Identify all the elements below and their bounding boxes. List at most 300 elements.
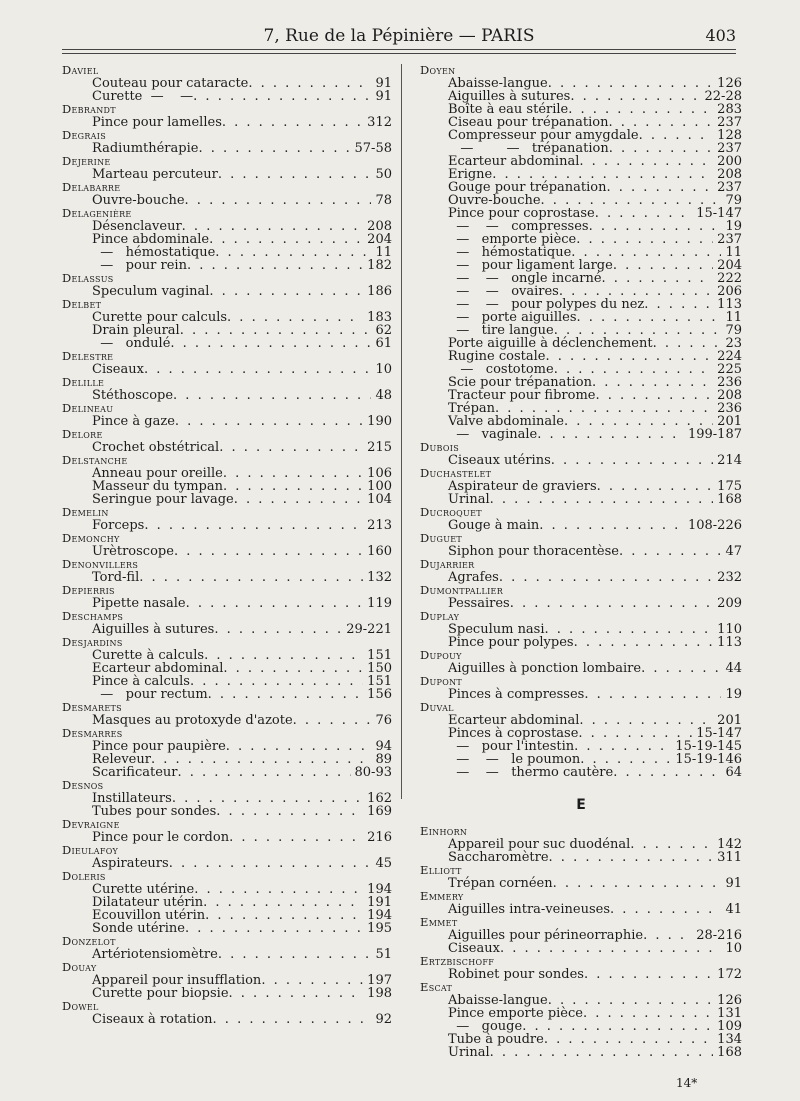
entry-page-number: 183 [367,310,392,325]
entry-label: Ecarteur abdominal [448,713,580,728]
maker-name: Desmarets [62,700,122,714]
entry-label: Siphon pour thoracentèse [448,544,619,559]
dot-leader [213,1013,372,1026]
entry-page-number: 89 [375,752,392,767]
index-group [420,890,742,916]
entry-label: Compresseur pour amygdale [448,128,639,143]
dot-leader [223,480,363,493]
dot-leader [499,571,713,584]
entry-label: Scie pour trépanation [448,375,592,390]
entry-page-number: 22-28 [704,89,742,104]
entry-label: Robinet pour sondes [448,967,584,982]
entry-label: Couteau pour cataracte [92,76,249,91]
entry-label: Pipette nasale [92,596,186,611]
entry-label: Ouvre-bouche [448,193,541,208]
dot-leader [641,662,721,675]
entry-page-number: 128 [717,128,742,143]
entry-page-number: 108-226 [687,518,742,533]
index-group [62,298,392,350]
index-entry [420,851,742,864]
entry-label: Ecouvillon utérin [92,908,206,923]
entry-page-number: 64 [725,765,742,780]
dot-leader [544,1033,713,1046]
entry-label: — emporte pièce [448,232,577,247]
entry-label: Désenclaveur [92,219,182,234]
index-group [62,207,392,272]
entry-page-number: 208 [367,219,392,234]
maker-name: Delagenière [62,206,132,220]
section-letter-e: E [576,797,586,813]
entry-page-number: 15-147 [696,726,742,741]
entry-page-number: 91 [375,76,392,91]
maker-name: Delassus [62,271,114,285]
entry-page-number: 216 [367,830,392,845]
entry-page-number: 41 [725,902,742,917]
index-group [62,402,392,428]
entry-label: Trépan cornéen [448,876,553,891]
entry-label: Gouge pour trépanation [448,180,607,195]
index-group [420,610,742,649]
entry-label: — pour rein [92,258,187,273]
entry-label: Seringue pour lavage [92,492,234,507]
entry-page-number: 204 [717,258,742,273]
maker-name: Delille [62,375,105,389]
entry-label: — — thermo cautère [448,765,614,780]
dot-leader [209,233,363,246]
entry-label: — — compresses [448,219,589,234]
dot-leader [229,987,364,1000]
entry-page-number: 62 [375,323,392,338]
dot-leader [208,688,364,701]
entry-label: Curette à calculs [92,648,205,663]
entry-page-number: 57-58 [354,141,392,156]
dot-leader [574,636,714,649]
dot-leader [229,831,363,844]
index-group [62,64,392,103]
maker-name: Deschamps [62,609,124,623]
dot-leader [222,116,363,129]
index-group [420,864,742,890]
dot-leader [639,129,714,142]
entry-label: Tord-fil [92,570,140,585]
maker-name: Dejerine [62,154,111,168]
entry-label: Masques au protoxyde d'azote [92,713,293,728]
entry-label: Crochet obstétrical [92,440,220,455]
entry-page-number: 182 [367,258,392,273]
index-group [62,584,392,610]
entry-page-number: 190 [367,414,392,429]
entry-label: Pince pour lamelles [92,115,222,130]
entry-label: Ciseaux [92,362,144,377]
index-entry [420,662,742,675]
index-group [420,532,742,558]
dot-leader [261,974,363,987]
entry-page-number: 132 [367,570,392,585]
dot-leader [139,571,363,584]
dot-leader [583,1007,713,1020]
entry-page-number: 19 [725,687,742,702]
index-entry [62,415,392,428]
entry-label: Valve abdominale [448,414,564,429]
dot-leader [551,454,713,467]
entry-page-number: 126 [717,993,742,1008]
dot-leader [175,415,363,428]
entry-label: Dilatateur utérin [92,895,204,910]
entry-label: — gouge [448,1019,523,1034]
entry-page-number: 201 [717,414,742,429]
maker-name: Delestre [62,349,114,363]
index-group [62,610,392,636]
dot-leader [227,311,363,324]
entry-label: Stéthoscope [92,388,174,403]
header-rule [62,49,736,54]
index-group [420,916,742,955]
entry-label: Ecarteur abdominal [448,154,580,169]
index-group [62,155,392,181]
entry-label: — — ovaires [448,284,559,299]
entry-page-number: 76 [375,713,392,728]
dot-leader [223,467,363,480]
index-entry [420,903,742,916]
section-d-continued [420,64,742,779]
index-group [420,701,742,779]
entry-label: Releveur [92,752,151,767]
maker-name: Duguet [420,531,463,545]
entry-page-number: 106 [367,466,392,481]
entry-page-number: 61 [375,336,392,351]
maker-name: Donzelot [62,934,116,948]
entry-label: — — pour polypes du nez [448,297,645,312]
index-group [420,825,742,864]
entry-label: Aiguilles à ponction lombaire [448,661,642,676]
dot-leader [644,298,713,311]
entry-page-number: 94 [375,739,392,754]
dot-leader [169,857,372,870]
dot-leader [584,688,721,701]
index-group [420,64,742,441]
dot-leader [214,623,342,636]
dot-leader [595,389,713,402]
column-divider [401,64,402,799]
maker-name: Daviel [62,63,99,77]
dot-leader [630,838,713,851]
index-group [62,779,392,818]
entry-label: Ciseaux utérins [448,453,551,468]
dot-leader [613,259,713,272]
dot-leader [510,597,713,610]
entry-label: — pour rectum [92,687,208,702]
index-entry [420,636,742,649]
entry-page-number: 134 [717,1032,742,1047]
index-group [62,870,392,935]
entry-label: Pince pour paupière [92,739,226,754]
entry-label: Anneau pour oreille [92,466,223,481]
dot-leader [248,77,371,90]
entry-page-number: 237 [717,232,742,247]
index-group [420,955,742,981]
entry-label: Ciseaux à rotation [92,1012,213,1027]
index-entry [62,987,392,1000]
entry-page-number: 195 [367,921,392,936]
dot-leader [203,896,363,909]
entry-label: Masseur du tympan [92,479,223,494]
maker-name: Desjardins [62,635,123,649]
entry-label: — pour ligament large [448,258,613,273]
entry-page-number: 213 [367,518,392,533]
dot-leader [293,714,372,727]
entry-label: Abaisse-langue [448,993,548,1008]
entry-page-number: 15-19-145 [675,739,742,754]
index-group [62,181,392,207]
entry-label: Pinces à coprostase [448,726,579,741]
dot-leader [180,324,372,337]
index-group [62,935,392,961]
dot-leader [218,168,372,181]
index-entry [420,428,742,441]
entry-label: Pessaires [448,596,510,611]
left-column [62,64,392,1026]
entry-page-number: 47 [725,544,742,559]
entry-page-number: 15-19-146 [675,752,742,767]
maker-name: Denonvillers [62,557,139,571]
entry-label: Curette pour calculs [92,310,228,325]
entry-label: Abaisse-langue [448,76,548,91]
entry-page-number: 198 [367,986,392,1001]
entry-label: Boîte à eau stérile [448,102,569,117]
entry-page-number: 119 [367,596,392,611]
index-entry [62,493,392,506]
dot-leader [592,376,713,389]
entry-page-number: 175 [717,479,742,494]
index-group [420,675,742,701]
index-entry [420,968,742,981]
maker-name: Ducroquet [420,505,482,519]
entry-page-number: 237 [717,180,742,195]
entry-page-number: 236 [717,375,742,390]
entry-label: Pince pour coprostase [448,206,595,221]
maker-name: Dupouy [420,648,462,662]
dot-leader [204,649,363,662]
entry-page-number: 142 [717,837,742,852]
entry-page-number: 224 [717,349,742,364]
index-group [62,727,392,779]
maker-name: Ertzbischoff [420,954,495,968]
entry-page-number: 194 [367,882,392,897]
entry-label: Pince à gaze [92,414,175,429]
entry-label: — costotome [448,362,554,377]
dot-leader [209,285,363,298]
maker-name: Einhorn [420,824,468,838]
entry-page-number: 215 [367,440,392,455]
entry-label: Tracteur pour fibrome [448,388,596,403]
dot-leader [190,675,363,688]
entry-label: Artériotensiomètre [92,947,218,962]
entry-page-number: 92 [375,1012,392,1027]
right-column [420,64,742,1059]
dot-leader [584,968,713,981]
entry-label: Pince pour le cordon [92,830,230,845]
entry-label: Forceps [92,518,145,533]
index-group [420,506,742,532]
dot-leader [545,350,713,363]
index-group [62,454,392,506]
entry-page-number: 311 [717,850,742,865]
index-entry [62,857,392,870]
maker-name: Duval [420,700,454,714]
maker-name: Delstanche [62,453,128,467]
entry-page-number: 91 [725,876,742,891]
entry-page-number: 80-93 [354,765,392,780]
index-group [62,428,392,454]
entry-page-number: 169 [367,804,392,819]
dot-leader [577,311,722,324]
dot-leader [490,1046,714,1059]
entry-page-number: 10 [375,362,392,377]
entry-label: Rugine costale [448,349,546,364]
dot-leader [653,337,722,350]
entry-label: Pince abdominale [92,232,210,247]
entry-label: — tire langue [448,323,554,338]
entry-label: Urètroscope [92,544,174,559]
entry-label: Aspirateur de graviers [448,479,597,494]
entry-page-number: 214 [717,453,742,468]
maker-name: Dumontpallier [420,583,504,597]
dot-leader [597,480,714,493]
maker-name: Emmet [420,915,458,929]
entry-page-number: 50 [375,167,392,182]
index-group [62,350,392,376]
index-entry [420,519,742,532]
entry-label: Sonde utérine [92,921,185,936]
entry-label: Instillateurs [92,791,172,806]
index-entry [420,766,742,779]
entry-page-number: 168 [717,1045,742,1060]
entry-label: Aiguilles à sutures [92,622,215,637]
dot-leader [609,142,713,155]
maker-name: Escat [420,980,453,994]
dot-leader [553,877,722,890]
entry-page-number: 225 [717,362,742,377]
dot-leader [219,441,363,454]
index-group [62,818,392,844]
entry-page-number: 11 [725,310,742,325]
dot-leader [226,740,372,753]
entry-page-number: 11 [375,245,392,260]
entry-label: Tube à poudre [448,1032,544,1047]
dot-leader [613,766,721,779]
index-group [420,441,742,467]
entry-label: Speculum vaginal [92,284,210,299]
dot-leader [610,903,721,916]
entry-label: — porte aiguilles [448,310,577,325]
dot-leader [187,259,363,272]
entry-label: Trépan [448,401,496,416]
entry-page-number: 23 [725,336,742,351]
index-group [62,129,392,155]
entry-page-number: 156 [367,687,392,702]
entry-page-number: 232 [717,570,742,585]
entry-label: Ecarteur abdominal [92,661,224,676]
dot-leader [205,909,363,922]
entry-page-number: 113 [717,297,742,312]
entry-label: Pince pour polypes [448,635,574,650]
dot-leader [537,428,684,441]
entry-page-number: 191 [367,895,392,910]
page-title: 7, Rue de la Pépinière — PARIS [263,26,535,46]
dot-leader [223,662,363,675]
index-entry [62,948,392,961]
dot-leader [173,389,371,402]
dot-leader [186,597,364,610]
entry-page-number: 15-147 [696,206,742,221]
maker-name: Duplay [420,609,460,623]
entry-page-number: 51 [375,947,392,962]
entry-page-number: 222 [717,271,742,286]
maker-name: Dupont [420,674,463,688]
maker-name: Delore [62,427,103,441]
entry-label: Speculum nasi [448,622,545,637]
index-entry [62,285,392,298]
entry-label: Curette utérine [92,882,195,897]
entry-page-number: 168 [717,492,742,507]
entry-page-number: 91 [375,89,392,104]
entry-label: Ciseau pour trépanation [448,115,609,130]
entry-label: — vaginale [448,427,538,442]
entry-page-number: 110 [717,622,742,637]
entry-page-number: 113 [717,635,742,650]
entry-page-number: 197 [367,973,392,988]
dot-leader [589,220,722,233]
index-group [62,1000,392,1026]
entry-label: Tubes pour sondes [92,804,217,819]
entry-label: Curette pour biopsie [92,986,229,1001]
entry-page-number: 236 [717,401,742,416]
entry-label: Ciseaux [448,941,500,956]
entry-label: Pince à calculs [92,674,190,689]
entry-label: Ouvre-bouche [92,193,185,208]
index-entry [62,142,392,155]
entry-label: — pour l'intestin [448,739,575,754]
entry-label: Aiguilles intra-veineuses [448,902,610,917]
entry-label: Porte aiguille à déclenchement [448,336,653,351]
entry-label: Curette — — [92,89,194,104]
maker-name: Elliott [420,863,462,877]
index-group [62,844,392,870]
footer-mark: 14* [676,1076,698,1090]
entry-page-number: 109 [717,1019,742,1034]
entry-label: — — ongle incarné [448,271,602,286]
maker-name: Douay [62,960,97,974]
entry-label: Scarificateur [92,765,178,780]
entry-label: — hémostatique [448,245,572,260]
entry-label: Gouge à main [448,518,540,533]
maker-name: Doyen [420,63,456,77]
entry-label: Drain pleural [92,323,180,338]
entry-page-number: 48 [375,388,392,403]
entry-label: Urinal [448,492,490,507]
entry-page-number: 19 [725,219,742,234]
maker-name: Doleris [62,869,106,883]
entry-page-number: 186 [367,284,392,299]
maker-name: Desnos [62,778,104,792]
dot-leader [178,766,351,779]
entry-page-number: 79 [725,193,742,208]
entry-page-number: 206 [717,284,742,299]
entry-page-number: 312 [367,115,392,130]
index-entry [420,688,742,701]
entry-page-number: 209 [717,596,742,611]
entry-page-number: 11 [725,245,742,260]
